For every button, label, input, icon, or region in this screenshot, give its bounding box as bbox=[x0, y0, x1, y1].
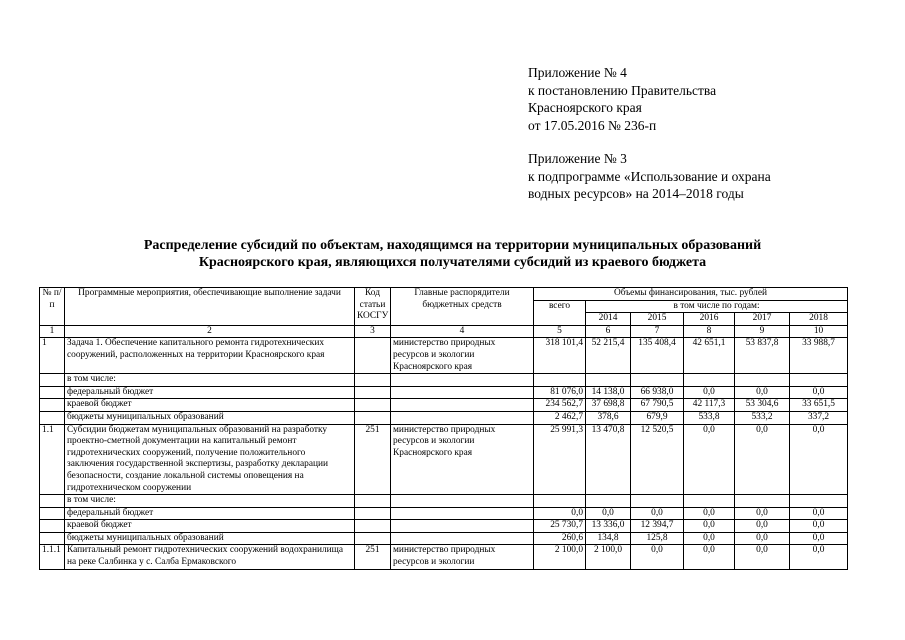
table-row bbox=[40, 411, 848, 424]
appendix-4-block bbox=[528, 64, 716, 134]
year-value-cell bbox=[790, 495, 848, 508]
year-value-cell: 134,8 bbox=[586, 532, 631, 545]
year-value-cell: 0,0 bbox=[790, 532, 848, 545]
manager-cell bbox=[391, 520, 534, 533]
header-managers: Главные распорядители бюджетных средств bbox=[391, 288, 534, 326]
year-value-cell bbox=[735, 374, 790, 387]
title-line: Распределение субсидий по объектам, находящимся на территории муниципальных образований bbox=[143, 238, 762, 253]
column-number: 5 bbox=[534, 325, 586, 338]
year-value-cell: 125,8 bbox=[631, 532, 684, 545]
table-row bbox=[40, 399, 848, 412]
year-value-cell bbox=[631, 495, 684, 508]
year-value-cell: 0,0 bbox=[790, 520, 848, 533]
total-value-cell: 25 730,7 bbox=[534, 520, 586, 533]
column-number: 9 bbox=[735, 325, 790, 338]
kosgu-cell bbox=[355, 495, 391, 508]
year-value-cell: 0,0 bbox=[790, 386, 848, 399]
header-year: 2016 bbox=[684, 313, 735, 326]
row-number-cell bbox=[40, 386, 65, 399]
manager-cell bbox=[391, 532, 534, 545]
table-row bbox=[40, 545, 848, 569]
year-value-cell: 533,8 bbox=[684, 411, 735, 424]
column-number: 8 bbox=[684, 325, 735, 338]
total-value-cell: 260,6 bbox=[534, 532, 586, 545]
kosgu-cell bbox=[355, 411, 391, 424]
row-number-cell: 1.1 bbox=[40, 424, 65, 495]
year-value-cell: 14 138,0 bbox=[586, 386, 631, 399]
table-body bbox=[40, 338, 848, 569]
year-value-cell: 12 520,5 bbox=[631, 424, 684, 495]
year-value-cell: 33 988,7 bbox=[790, 338, 848, 374]
document-title bbox=[0, 237, 905, 271]
row-number-cell bbox=[40, 495, 65, 508]
year-value-cell: 0,0 bbox=[735, 520, 790, 533]
row-number-cell bbox=[40, 374, 65, 387]
kosgu-cell bbox=[355, 532, 391, 545]
kosgu-cell bbox=[355, 520, 391, 533]
kosgu-cell bbox=[355, 338, 391, 374]
table-row bbox=[40, 507, 848, 520]
measure-name-cell: Капитальный ремонт гидротехнических сооружений водохранилища на реке Салбинка у с. Салба Ермаковского bbox=[65, 545, 355, 569]
row-number-cell bbox=[40, 507, 65, 520]
column-number: 6 bbox=[586, 325, 631, 338]
measure-name-cell: краевой бюджет bbox=[65, 399, 355, 412]
subsidy-table bbox=[39, 287, 848, 570]
year-value-cell: 0,0 bbox=[790, 424, 848, 495]
year-value-cell: 0,0 bbox=[631, 507, 684, 520]
appendix-4-line: Красноярского края bbox=[528, 100, 642, 115]
manager-cell bbox=[391, 411, 534, 424]
manager-cell: министерство природных ресурсов и экологии Красноярского края bbox=[391, 424, 534, 495]
column-number: 3 bbox=[355, 325, 391, 338]
year-value-cell bbox=[790, 374, 848, 387]
measure-name-cell: федеральный бюджет bbox=[65, 386, 355, 399]
kosgu-cell bbox=[355, 374, 391, 387]
kosgu-cell bbox=[355, 507, 391, 520]
header-year: 2017 bbox=[735, 313, 790, 326]
total-value-cell: 81 076,0 bbox=[534, 386, 586, 399]
year-value-cell: 0,0 bbox=[631, 545, 684, 569]
row-number-cell bbox=[40, 411, 65, 424]
year-value-cell: 378,6 bbox=[586, 411, 631, 424]
year-value-cell: 0,0 bbox=[586, 507, 631, 520]
appendix-3-block bbox=[528, 150, 771, 203]
year-value-cell: 0,0 bbox=[684, 386, 735, 399]
total-value-cell: 2 100,0 bbox=[534, 545, 586, 569]
year-value-cell: 0,0 bbox=[790, 507, 848, 520]
kosgu-cell bbox=[355, 386, 391, 399]
title-line: Красноярского края, являющихся получателями субсидий из краевого бюджета bbox=[198, 255, 707, 270]
header-total: всего bbox=[534, 300, 586, 325]
year-value-cell: 0,0 bbox=[735, 545, 790, 569]
year-value-cell: 12 394,7 bbox=[631, 520, 684, 533]
row-number-cell bbox=[40, 532, 65, 545]
year-value-cell: 0,0 bbox=[735, 532, 790, 545]
header-year: 2018 bbox=[790, 313, 848, 326]
year-value-cell: 13 470,8 bbox=[586, 424, 631, 495]
header-year: 2015 bbox=[631, 313, 684, 326]
total-value-cell: 318 101,4 bbox=[534, 338, 586, 374]
year-value-cell: 0,0 bbox=[684, 520, 735, 533]
table-row bbox=[40, 495, 848, 508]
year-value-cell: 0,0 bbox=[684, 507, 735, 520]
table-row bbox=[40, 374, 848, 387]
row-number-cell bbox=[40, 399, 65, 412]
year-value-cell bbox=[684, 495, 735, 508]
year-value-cell: 33 651,5 bbox=[790, 399, 848, 412]
header-no: № п/п bbox=[40, 288, 65, 326]
measure-name-cell: бюджеты муниципальных образований bbox=[65, 532, 355, 545]
manager-cell bbox=[391, 507, 534, 520]
header-year: 2014 bbox=[586, 313, 631, 326]
year-value-cell bbox=[735, 495, 790, 508]
manager-cell: министерство природных ресурсов и экологии Красноярского края bbox=[391, 338, 534, 374]
total-value-cell bbox=[534, 374, 586, 387]
total-value-cell bbox=[534, 495, 586, 508]
manager-cell bbox=[391, 386, 534, 399]
appendix-3-line: к подпрограмме «Использование и охрана bbox=[528, 168, 771, 184]
appendix-3-line: Приложение № 3 bbox=[528, 151, 627, 166]
year-value-cell: 337,2 bbox=[790, 411, 848, 424]
year-value-cell: 0,0 bbox=[735, 507, 790, 520]
measure-name-cell: федеральный бюджет bbox=[65, 507, 355, 520]
appendix-3-line: водных ресурсов» на 2014–2018 годы bbox=[528, 186, 744, 201]
table-row bbox=[40, 338, 848, 374]
table-row bbox=[40, 532, 848, 545]
year-value-cell: 135 408,4 bbox=[631, 338, 684, 374]
manager-cell bbox=[391, 495, 534, 508]
total-value-cell: 25 991,3 bbox=[534, 424, 586, 495]
year-value-cell: 0,0 bbox=[790, 545, 848, 569]
row-number-cell: 1.1.1 bbox=[40, 545, 65, 569]
kosgu-cell: 251 bbox=[355, 545, 391, 569]
year-value-cell: 67 790,5 bbox=[631, 399, 684, 412]
measure-name-cell: Задача 1. Обеспечение капитального ремонта гидротехнических сооружений, расположенных на территории Красноярского края bbox=[65, 338, 355, 374]
total-value-cell: 2 462,7 bbox=[534, 411, 586, 424]
year-value-cell bbox=[631, 374, 684, 387]
year-value-cell: 0,0 bbox=[735, 424, 790, 495]
kosgu-cell bbox=[355, 399, 391, 412]
column-number: 1 bbox=[40, 325, 65, 338]
column-number: 2 bbox=[65, 325, 355, 338]
year-value-cell: 0,0 bbox=[684, 532, 735, 545]
kosgu-cell: 251 bbox=[355, 424, 391, 495]
measure-name-cell: бюджеты муниципальных образований bbox=[65, 411, 355, 424]
year-value-cell bbox=[586, 374, 631, 387]
year-value-cell: 2 100,0 bbox=[586, 545, 631, 569]
year-value-cell: 0,0 bbox=[684, 424, 735, 495]
row-number-cell bbox=[40, 520, 65, 533]
year-value-cell bbox=[586, 495, 631, 508]
measure-name-cell: в том числе: bbox=[65, 495, 355, 508]
header-by-years: в том числе по годам: bbox=[586, 300, 848, 313]
table-row bbox=[40, 424, 848, 495]
table-header bbox=[40, 288, 848, 338]
year-value-cell: 53 304,6 bbox=[735, 399, 790, 412]
header-kosgu: Код статьи КОСГУ bbox=[355, 288, 391, 326]
table-row bbox=[40, 520, 848, 533]
column-number: 7 bbox=[631, 325, 684, 338]
row-number-cell: 1 bbox=[40, 338, 65, 374]
year-value-cell: 533,2 bbox=[735, 411, 790, 424]
manager-cell: министерство природных ресурсов и экологии bbox=[391, 545, 534, 569]
year-value-cell: 0,0 bbox=[735, 386, 790, 399]
year-value-cell: 13 336,0 bbox=[586, 520, 631, 533]
year-value-cell: 0,0 bbox=[684, 545, 735, 569]
year-value-cell: 679,9 bbox=[631, 411, 684, 424]
header-measures: Программные мероприятия, обеспечивающие выполнение задачи bbox=[65, 288, 355, 326]
appendix-4-line: Приложение № 4 bbox=[528, 65, 627, 80]
year-value-cell: 37 698,8 bbox=[586, 399, 631, 412]
manager-cell bbox=[391, 374, 534, 387]
column-number: 4 bbox=[391, 325, 534, 338]
total-value-cell: 0,0 bbox=[534, 507, 586, 520]
manager-cell bbox=[391, 399, 534, 412]
year-value-cell: 42 117,3 bbox=[684, 399, 735, 412]
measure-name-cell: Субсидии бюджетам муниципальных образований на разработку проектно-сметной документации на капитальный ремонт гидротехнических сооружений, получение положительного заключения государственной экспертизы, разработку декларации безопасности, создание локальной системы оповещения на гидротехническом сооружении bbox=[65, 424, 355, 495]
appendix-4-line: от 17.05.2016 № 236-п bbox=[528, 117, 657, 133]
header-volumes: Объемы финансирования, тыс. рублей bbox=[534, 288, 848, 301]
appendix-4-line: к постановлению Правительства bbox=[528, 82, 717, 98]
measure-name-cell: краевой бюджет bbox=[65, 520, 355, 533]
year-value-cell: 52 215,4 bbox=[586, 338, 631, 374]
year-value-cell: 53 837,8 bbox=[735, 338, 790, 374]
column-number: 10 bbox=[790, 325, 848, 338]
year-value-cell bbox=[684, 374, 735, 387]
measure-name-cell: в том числе: bbox=[65, 374, 355, 387]
table-row bbox=[40, 386, 848, 399]
year-value-cell: 42 651,1 bbox=[684, 338, 735, 374]
total-value-cell: 234 562,7 bbox=[534, 399, 586, 412]
year-value-cell: 66 938,0 bbox=[631, 386, 684, 399]
